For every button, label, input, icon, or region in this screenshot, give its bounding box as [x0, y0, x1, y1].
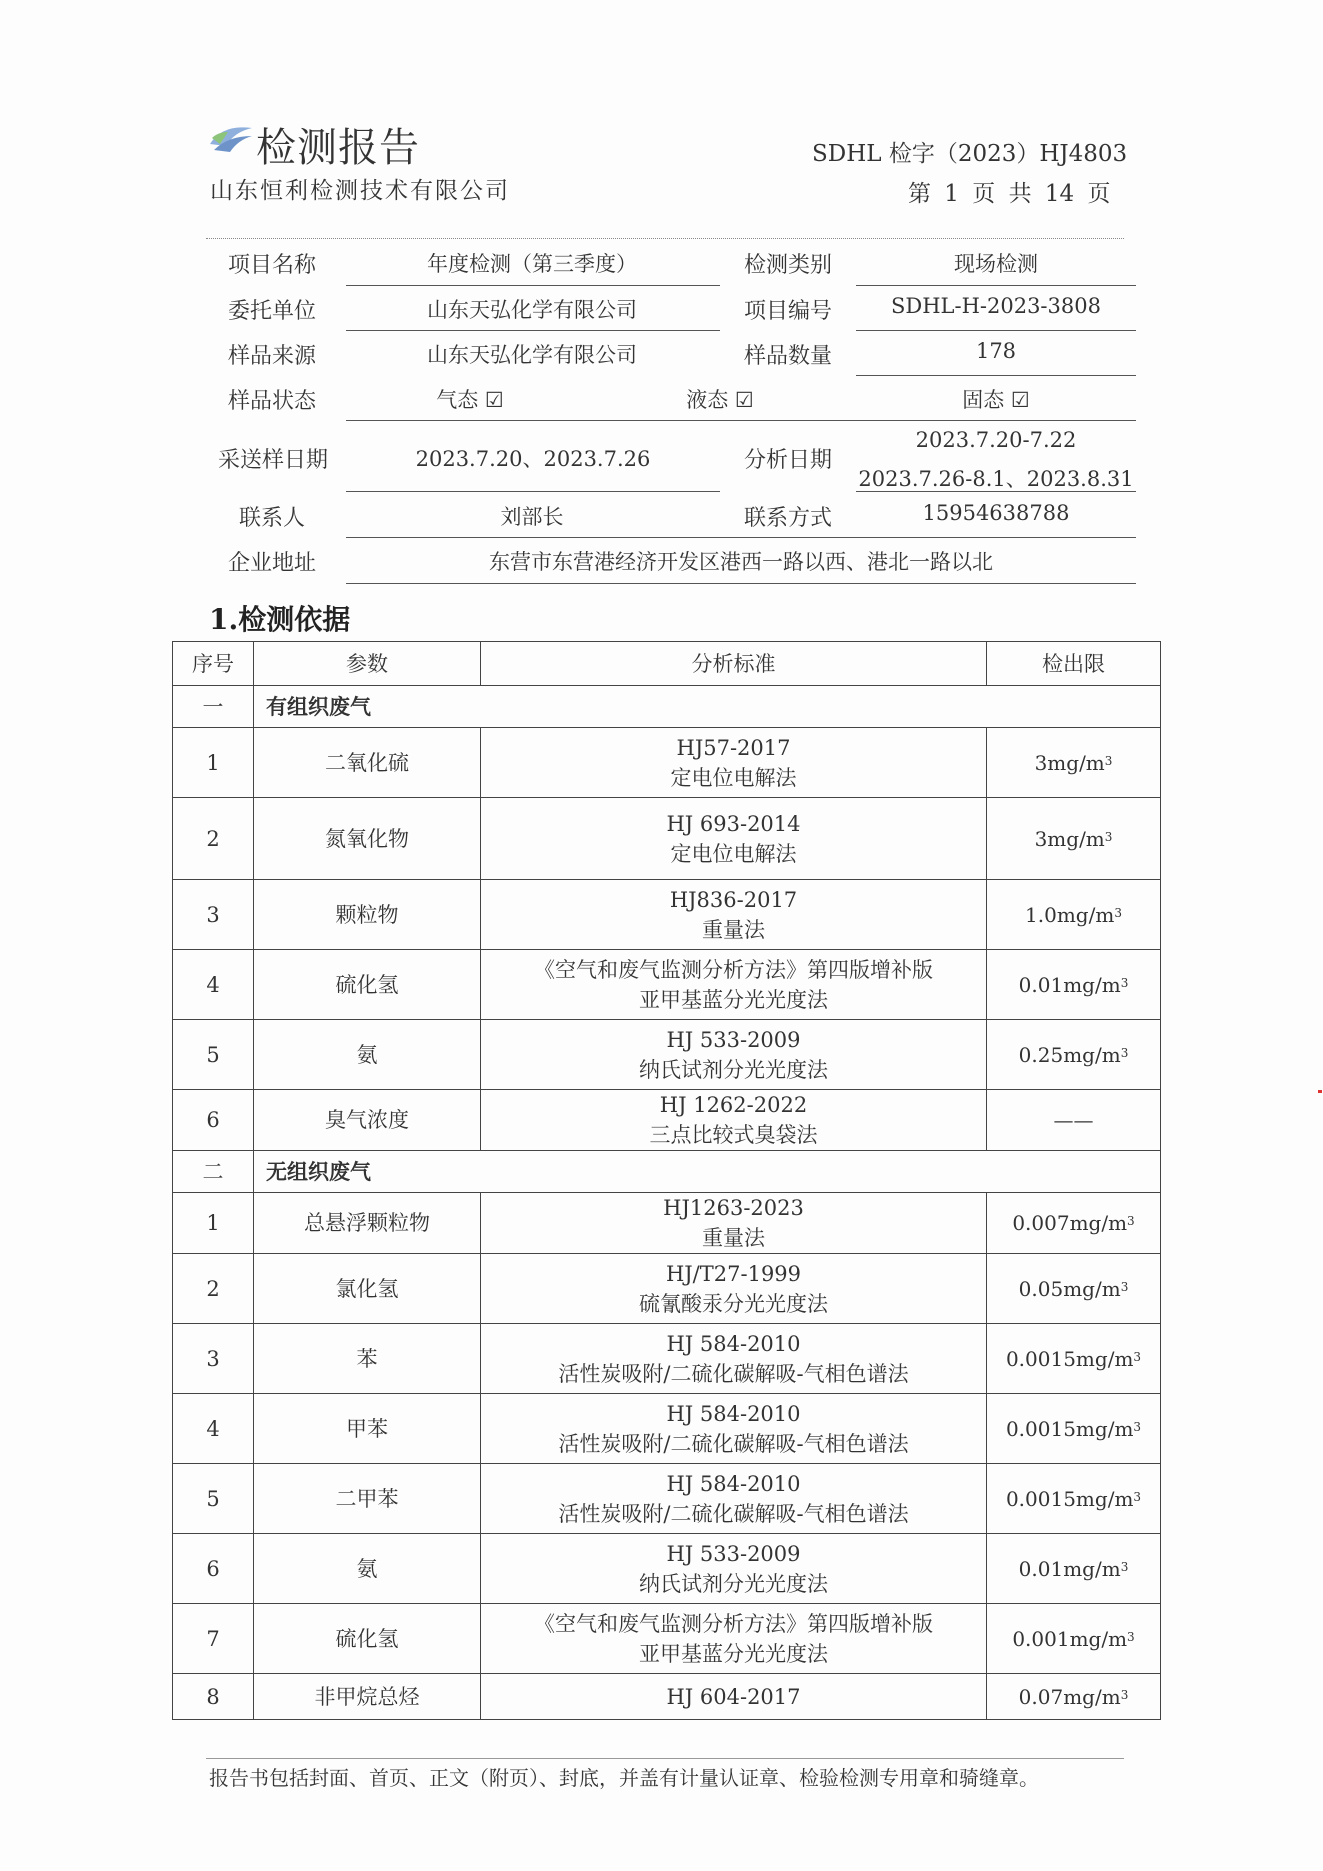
limit-unit-exponent: 3 — [1127, 1629, 1135, 1644]
row-param: 甲苯 — [254, 1394, 481, 1464]
limit-unit-exponent: 3 — [1133, 1489, 1142, 1504]
underline — [346, 285, 720, 286]
company-name: 山东恒利检测技术有限公司 — [210, 178, 510, 204]
limit-value: 0.25mg/m — [1018, 1042, 1121, 1067]
limit-unit-exponent: 3 — [1120, 1045, 1129, 1060]
limit-value: 3mg/m — [1034, 826, 1105, 851]
standard-code: HJ 693-2014 — [666, 811, 801, 836]
table-row — [173, 1674, 1161, 1720]
limit-value: —— — [1053, 1108, 1094, 1132]
underline — [856, 330, 1136, 331]
limit-unit-exponent: 3 — [1104, 829, 1113, 844]
row-standard — [481, 1193, 987, 1254]
row-limit — [987, 1464, 1161, 1534]
row-limit — [987, 1193, 1161, 1254]
row-param: 总悬浮颗粒物 — [254, 1193, 481, 1254]
row-limit — [987, 1604, 1161, 1674]
row-no: 2 — [173, 1254, 254, 1324]
standard-code: 《空气和废气监测分析方法》第四版增补版 — [534, 1611, 933, 1636]
standard-method: 亚甲基蓝分光光度法 — [639, 1641, 828, 1666]
analysis-date-value-1: 2023.7.20-7.22 — [915, 428, 1077, 452]
limit-value: 0.01mg/m — [1018, 1556, 1121, 1581]
sampling-date-label: 采送样日期 — [217, 448, 328, 473]
table-row — [173, 1254, 1161, 1324]
limit-unit-exponent: 3 — [1133, 1419, 1142, 1434]
standard-method: 定电位电解法 — [670, 765, 797, 790]
sample-qty-value: 178 — [975, 339, 1017, 363]
table-row — [173, 880, 1161, 950]
project-name-value: 年度检测（第三季度） — [427, 252, 637, 276]
table-row — [173, 1193, 1161, 1254]
row-param: 二甲苯 — [254, 1464, 481, 1534]
row-param: 氨 — [254, 1534, 481, 1604]
standard-code: HJ 584-2010 — [666, 1331, 801, 1356]
row-param: 氮氧化物 — [254, 798, 481, 880]
standard-method: 纳氏试剂分光光度法 — [639, 1057, 828, 1082]
table-row — [173, 728, 1161, 798]
row-no: 3 — [173, 1324, 254, 1394]
row-no: 3 — [173, 880, 254, 950]
test-type-label: 检测类别 — [743, 253, 832, 278]
row-limit — [987, 1674, 1161, 1720]
standard-code: HJ 604-2017 — [666, 1684, 801, 1709]
row-param: 氨 — [254, 1020, 481, 1090]
row-no: 5 — [173, 1020, 254, 1090]
analysis-date-label: 分析日期 — [743, 448, 832, 473]
limit-unit-exponent: 3 — [1120, 1279, 1129, 1294]
underline — [856, 285, 1136, 286]
group-row — [173, 1151, 1161, 1193]
row-no: 6 — [173, 1534, 254, 1604]
row-standard — [481, 880, 987, 950]
row-no: 5 — [173, 1464, 254, 1534]
limit-value: 1.0mg/m — [1025, 902, 1115, 927]
company-logo-icon — [208, 122, 254, 154]
limit-value: 0.05mg/m — [1018, 1276, 1121, 1301]
row-no: 4 — [173, 950, 254, 1020]
standard-code: HJ57-2017 — [676, 735, 791, 760]
standard-code: 《空气和废气监测分析方法》第四版增补版 — [534, 957, 933, 982]
analysis-date-value-2: 2023.7.26-8.1、2023.8.31 — [858, 467, 1134, 491]
scan-mark — [1318, 1090, 1322, 1093]
section-title: 1.检测依据 — [209, 603, 351, 636]
row-limit — [987, 1324, 1161, 1394]
limit-unit-exponent: 3 — [1104, 753, 1113, 768]
row-standard — [481, 1534, 987, 1604]
standard-method: 亚甲基蓝分光光度法 — [639, 987, 828, 1012]
footer-divider — [206, 1758, 1124, 1759]
row-no: 8 — [173, 1674, 254, 1720]
sample-source-value: 山东天弘化学有限公司 — [427, 343, 637, 367]
state-solid: 固态 ☑ — [962, 388, 1030, 412]
address-label: 企业地址 — [227, 551, 316, 576]
header-divider — [206, 238, 1124, 239]
sample-source-label: 样品来源 — [227, 344, 316, 369]
row-standard — [481, 1020, 987, 1090]
table-row — [173, 950, 1161, 1020]
underline — [346, 537, 1136, 538]
limit-unit-exponent: 3 — [1120, 1559, 1129, 1574]
project-code-value: SDHL-H-2023-3808 — [891, 294, 1101, 318]
project-name-label: 项目名称 — [227, 253, 316, 278]
row-standard — [481, 728, 987, 798]
state-liquid: 液态 ☑ — [686, 388, 754, 412]
limit-value: 0.007mg/m — [1012, 1211, 1128, 1235]
row-limit — [987, 1394, 1161, 1464]
project-code-label: 项目编号 — [743, 299, 832, 324]
row-param: 苯 — [254, 1324, 481, 1394]
table-row — [173, 1464, 1161, 1534]
limit-unit-exponent: 3 — [1120, 1687, 1129, 1702]
row-param: 氯化氢 — [254, 1254, 481, 1324]
row-standard — [481, 1090, 987, 1151]
group-name: 无组织废气 — [254, 1151, 1161, 1193]
row-param: 二氧化硫 — [254, 728, 481, 798]
standard-code: HJ 533-2009 — [666, 1541, 801, 1566]
basis-table — [172, 641, 1161, 1720]
table-header-row — [173, 642, 1161, 686]
row-limit — [987, 1020, 1161, 1090]
limit-value: 3mg/m — [1034, 750, 1105, 775]
row-no: 4 — [173, 1394, 254, 1464]
standard-method: 重量法 — [702, 1226, 765, 1250]
standard-method: 定电位电解法 — [670, 841, 797, 866]
table-row — [173, 1090, 1161, 1151]
group-index: 二 — [173, 1151, 254, 1193]
row-standard — [481, 1464, 987, 1534]
table-row — [173, 1394, 1161, 1464]
row-standard — [481, 798, 987, 880]
limit-unit-exponent: 3 — [1133, 1349, 1142, 1364]
limit-unit-exponent: 3 — [1114, 905, 1122, 920]
contact-label: 联系人 — [238, 506, 305, 531]
table-row — [173, 1534, 1161, 1604]
row-no: 2 — [173, 798, 254, 880]
state-gas: 气态 ☑ — [436, 388, 504, 412]
standard-method: 重量法 — [702, 917, 765, 942]
row-limit — [987, 798, 1161, 880]
row-limit — [987, 880, 1161, 950]
row-limit — [987, 1090, 1161, 1151]
row-standard — [481, 1604, 987, 1674]
row-standard — [481, 1394, 987, 1464]
limit-value: 0.01mg/m — [1018, 972, 1121, 997]
report-number: SDHL 检字（2023）HJ4803 — [812, 141, 1128, 167]
standard-method: 三点比较式臭袋法 — [649, 1123, 818, 1147]
standard-code: HJ 584-2010 — [666, 1471, 801, 1496]
limit-value: 0.0015mg/m — [1005, 1486, 1134, 1511]
col-header-param: 参数 — [254, 642, 481, 686]
limit-value: 0.07mg/m — [1018, 1684, 1121, 1709]
row-limit — [987, 1254, 1161, 1324]
group-name: 有组织废气 — [254, 686, 1161, 728]
col-header-standard: 分析标准 — [481, 642, 987, 686]
row-no: 6 — [173, 1090, 254, 1151]
footer-note: 报告书包括封面、首页、正文（附页）、封底，并盖有计量认证章、检验检测专用章和骑缝章。 — [209, 1766, 1039, 1790]
standard-method: 活性炭吸附/二硫化碳解吸-气相色谱法 — [558, 1501, 909, 1526]
row-param: 颗粒物 — [254, 880, 481, 950]
underline — [346, 583, 1136, 584]
standard-code: HJ 1262-2022 — [659, 1093, 808, 1117]
table-row — [173, 1020, 1161, 1090]
row-standard — [481, 1674, 987, 1720]
underline — [856, 375, 1136, 376]
underline — [856, 491, 1136, 492]
limit-value: 0.0015mg/m — [1005, 1346, 1134, 1371]
sample-qty-label: 样品数量 — [743, 344, 832, 369]
table-row — [173, 1604, 1161, 1674]
test-type-value: 现场检测 — [954, 252, 1038, 276]
row-standard — [481, 950, 987, 1020]
row-param: 非甲烷总烃 — [254, 1674, 481, 1720]
address-value: 东营市东营港经济开发区港西一路以西、港北一路以北 — [489, 550, 993, 574]
contact-value: 刘部长 — [500, 505, 564, 529]
standard-method: 纳氏试剂分光光度法 — [639, 1571, 828, 1596]
standard-code: HJ836-2017 — [669, 887, 798, 912]
table-row — [173, 798, 1161, 880]
row-limit — [987, 950, 1161, 1020]
row-limit — [987, 1534, 1161, 1604]
row-no: 1 — [173, 1193, 254, 1254]
table-body — [173, 686, 1161, 1720]
row-param: 硫化氢 — [254, 950, 481, 1020]
table-row — [173, 1324, 1161, 1394]
standard-method: 活性炭吸附/二硫化碳解吸-气相色谱法 — [558, 1361, 909, 1386]
standard-code: HJ 533-2009 — [666, 1027, 801, 1052]
row-no: 7 — [173, 1604, 254, 1674]
sample-state-label: 样品状态 — [227, 389, 316, 414]
underline — [346, 491, 720, 492]
row-param: 硫化氢 — [254, 1604, 481, 1674]
standard-code: HJ 584-2010 — [666, 1401, 801, 1426]
standard-method: 硫氰酸汞分光光度法 — [639, 1291, 828, 1316]
client-label: 委托单位 — [227, 299, 316, 324]
report-title: 检测报告 — [256, 125, 420, 171]
limit-value: 0.001mg/m — [1012, 1626, 1128, 1651]
limit-unit-exponent: 3 — [1127, 1214, 1135, 1228]
standard-method: 活性炭吸附/二硫化碳解吸-气相色谱法 — [558, 1431, 909, 1456]
col-header-limit: 检出限 — [987, 642, 1161, 686]
row-no: 1 — [173, 728, 254, 798]
underline — [346, 330, 720, 331]
limit-unit-exponent: 3 — [1120, 975, 1129, 990]
limit-value: 0.0015mg/m — [1005, 1416, 1134, 1441]
group-row — [173, 686, 1161, 728]
page-indicator: 第 1 页 共 14 页 — [908, 181, 1111, 207]
standard-code: HJ1263-2023 — [663, 1196, 804, 1220]
underline — [346, 420, 1136, 421]
row-param: 臭气浓度 — [254, 1090, 481, 1151]
row-standard — [481, 1324, 987, 1394]
client-value: 山东天弘化学有限公司 — [427, 298, 637, 322]
phone-label: 联系方式 — [743, 506, 832, 531]
standard-code: HJ/T27-1999 — [665, 1261, 802, 1286]
group-index: 一 — [173, 686, 254, 728]
col-header-no: 序号 — [173, 642, 254, 686]
row-standard — [481, 1254, 987, 1324]
phone-value: 15954638788 — [922, 501, 1070, 525]
sampling-date-value: 2023.7.20、2023.7.26 — [415, 447, 651, 471]
row-limit — [987, 728, 1161, 798]
